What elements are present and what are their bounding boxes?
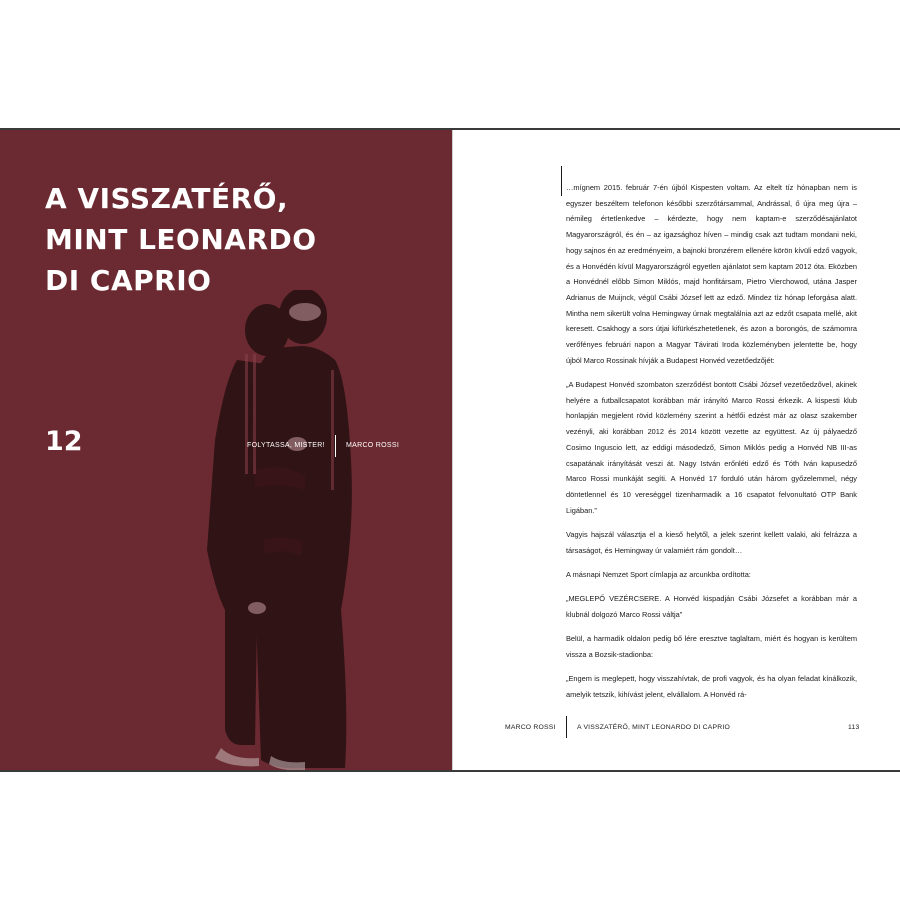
- page-number: 113: [848, 724, 860, 731]
- body-text: [566, 180, 857, 711]
- chapter-title-line-2: MINT LEONARDO: [45, 223, 317, 256]
- paragraph-1: …mígnem 2015. február 7-én újból Kispesten voltam. Az eltelt tíz hónapban nem is egyszer beszéltem telefonon későbbi szerzőtársammal, Andrással, ő újra meg újra – némileg értetlenkedve – kérdezte, hogy nem kaptam-e szerződésajánlatot Magyarországról, és én – az igazsághoz híven – mindig csak azt tudtam mondani neki, hogy sajnos én az eredményeim, a bajnoki bronzérem ellenére körön kívüli edző vagyok, és a Honvédén kívül Magyarországról egyetlen ajánlatot sem kaptam 2012 óta. Eközben a Honvédnél előbb Simon Miklós, majd honfitársam, Pietro Vierchowod, utána Jasper Adrianus de Muijnck, végül Csábi József lett az edző. Mindez tíz hónap leforgása alatt. Mintha nem sikerült volna Hemingway úrnak megtalálnia azt az edzőt csapata mellé, akit keresett. Csakhogy a sors útjai kifürkészhetetlenek, és azon a borongós, de számomra verőfényes februári napon a Magyar Távirati Iroda közleményben jelentette be, hogy újból Marco Rossinak hívják a Budapest Honvéd vezetőedzőjét:: [566, 180, 857, 368]
- caption-divider: [335, 435, 336, 457]
- chapter-number: 12: [45, 426, 83, 457]
- paragraph-6: Belül, a harmadik oldalon pedig bő lére eresztve taglaltam, miért és hogyan is kerültem vissza a Bozsik-stadionba:: [566, 634, 857, 659]
- paragraph-4: A másnapi Nemzet Sport címlapja az arcunkba ordította:: [566, 569, 751, 579]
- paragraph-3: Vagyis hajszál választja el a kieső helytől, a jelek szerint kellett valaki, aki felrázza a társaságot, és Hemingway úr valamiért rám gondolt…: [566, 529, 857, 555]
- footer-divider: [566, 716, 567, 738]
- left-page: [0, 130, 452, 770]
- chapter-title: [45, 178, 317, 301]
- chapter-title-line-3: DI CAPRIO: [45, 264, 212, 297]
- photo-caption: FOLYTASSA, MISTER!: [247, 442, 325, 449]
- hug-photo: [185, 290, 385, 770]
- paragraph-2: „A Budapest Honvéd szombaton szerződést bontott Csábi József vezetőedzővel, akinek helyére a futballcsapatot korábban már irányító Marco Rossi érkezik. A kispesti klub honlapján megjelent rövid közlemény szerint a hétfői edzést már az olasz szakember vezényli, aki korábban 2012 és 2014 között vezette az együttest. Az új pályaedző Cosimo Inguscio lett, az eddigi másodedző, Simon Miklós pedig a Honvéd NB III-as csapatának irányítását veszi át. Nagy István erőnléti edző és Tóth Iván kapusedző Marco Rossi munkáját segíti. A Honvéd 17 forduló után három győzelemmel, négy döntetlennel és 10 vereséggel tizenharmadik a 16 csapatot felvonultató OTP Bank Ligában.”: [566, 380, 857, 515]
- paragraph-5: „MEGLEPŐ VEZÉRCSERE. A Honvéd kispadján Csábi Józsefet a korábban már a klubnál dolgozó Marco Rossi váltja”: [566, 594, 857, 619]
- photo-credit-name: MARCO ROSSI: [346, 442, 400, 449]
- footer-author: MARCO ROSSI: [505, 724, 556, 731]
- book-spread: [0, 128, 900, 772]
- paragraph-7: „Engem is meglepett, hogy visszahívtak, de profi vagyok, és ha olyan feladat kínálkozik, amelyik tetszik, kihívást jelent, elvállalom. A Honvéd rá-: [566, 674, 857, 699]
- right-page: [452, 130, 900, 770]
- chapter-title-line-1: A VISSZATÉRŐ,: [45, 182, 289, 215]
- footer-chapter-title: A VISSZATÉRŐ, MINT LEONARDO DI CAPRIO: [577, 724, 730, 731]
